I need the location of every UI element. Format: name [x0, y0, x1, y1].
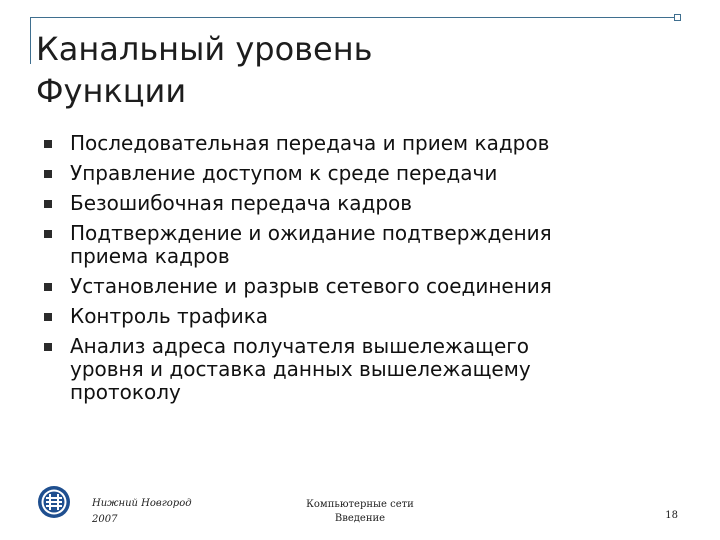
bullet-text: Установление и разрыв сетевого соединения	[70, 274, 552, 298]
bullet-text: Анализ адреса получателя вышележащего	[70, 334, 530, 358]
bullet-text: Управление доступом к среде передачи	[70, 161, 498, 185]
bullet-text-continued: протоколу	[70, 380, 181, 404]
slide-title	[36, 28, 372, 112]
bullet-item	[44, 192, 694, 215]
bullet-square-icon	[44, 170, 52, 178]
footer-course-block	[290, 498, 430, 526]
footer-course-title: Компьютерные сети	[306, 499, 414, 510]
footer-org: Нижний Новгород	[92, 498, 192, 509]
university-logo-icon	[37, 485, 71, 519]
bullet-item	[44, 275, 694, 298]
bullet-item	[44, 335, 694, 404]
bullet-item	[44, 132, 694, 155]
frame-top-line	[30, 17, 678, 18]
bullet-text: Последовательная передача и прием кадров	[70, 131, 550, 155]
footer-year: 2007	[92, 514, 118, 525]
bullet-square-icon	[44, 200, 52, 208]
title-line-2: Функции	[36, 72, 187, 110]
bullet-square-icon	[44, 140, 52, 148]
frame-left-line	[30, 17, 31, 64]
page-number: 18	[665, 510, 678, 521]
bullet-text: Безошибочная передача кадров	[70, 191, 413, 215]
footer-org-block	[92, 496, 192, 528]
bullet-square-icon	[44, 230, 52, 238]
bullet-item	[44, 162, 694, 185]
bullet-item	[44, 305, 694, 328]
title-line-1: Канальный уровень	[36, 30, 373, 68]
bullet-list	[44, 132, 694, 411]
footer-course-subtitle: Введение	[334, 513, 386, 524]
frame-corner-square	[674, 14, 681, 21]
bullet-square-icon	[44, 343, 52, 351]
slide-footer	[0, 480, 720, 540]
bullet-text-continued: приема кадров	[70, 244, 230, 268]
bullet-text: Подтверждение и ожидание подтверждения	[70, 221, 552, 245]
bullet-square-icon	[44, 313, 52, 321]
bullet-text-continued: уровня и доставка данных вышележащему	[70, 357, 531, 381]
bullet-text: Контроль трафика	[70, 304, 269, 328]
bullet-square-icon	[44, 283, 52, 291]
bullet-item	[44, 222, 694, 268]
